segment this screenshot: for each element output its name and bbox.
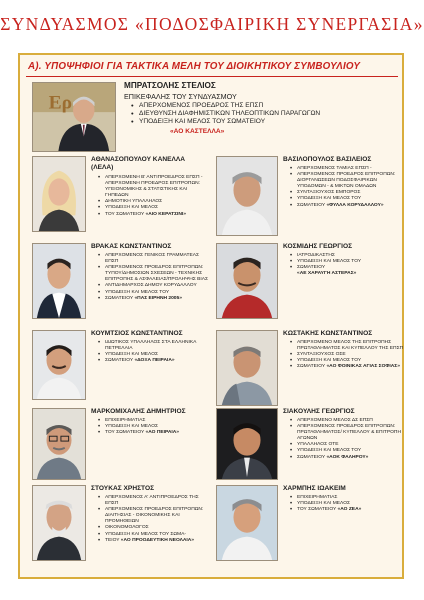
candidate-club: «ΑΟ ΦΟΙΝΙΚΑΣ ΑΓΙΑΣ ΣΟΦΙΑΣ» <box>326 364 400 370</box>
candidate-name: ΑΘΑΝΑΣΟΠΟΥΛΟΥ ΚΑΝΕΛΛΑ <box>91 156 186 163</box>
leader-photo <box>32 82 116 152</box>
candidate-item: • ΑΠΕΡΧΟΜΕΝΟΣ ΠΡΟΕΔΡΟΣ ΕΠΙΤΡΟΠΩΝ: ΔΙΟΡΓΑΝΩΣΕΩΝ ΠΟΔΟΣΦΑΙΡΙΚΩΝ ΥΠΟΔΟΜΩΝ - & ΜΙΚΤΩΝ ΟΜΑΔΩΝ <box>297 172 405 190</box>
candidate-club: «ΑΕ ΧΑΡΑΥΓΗ ΑΣΤΕΡΑΣ» <box>297 271 357 277</box>
leader-item: • ΥΠΟΔΕΙΞΗ ΚΑΙ ΜΕΛΟΣ ΤΟΥ ΣΩΜΑΤΕΙΟΥ <box>139 118 409 126</box>
candidate-item: • ΙΑΤΡΟΔΙΚΑΣΤΗΣ <box>297 253 405 259</box>
candidate-club-prefix: ΤΟΥ ΣΩΜΑΤΕΙΟΥ <box>297 507 337 513</box>
candidate-photo <box>216 408 278 480</box>
candidate-club-prefix: ΣΩΜΑΤΕΙΟΥ <box>105 358 134 364</box>
candidate-bullets <box>288 340 405 370</box>
candidate-bullets <box>96 175 209 218</box>
candidate-name: ΣΙΑΚΟΥΛΗΣ ΓΕΩΡΓΙΟΣ <box>283 408 355 415</box>
candidate-item: • ΑΝΤΙΔΗΜΑΡΧΟΣ ΔΗΜΟΥ ΚΟΡΥΔΑΛΛΟΥ <box>105 283 209 289</box>
leader-bullets <box>130 102 409 126</box>
leader-item: • ΔΙΕΥΘΥΝΣΗ ΔΙΑΦΗΜΙΣΤΙΚΩΝ ΤΗΛΕΟΠΤΙΚΩΝ ΠΑΡΑΓΩΓΩΝ <box>139 110 409 118</box>
candidate-club-prefix: ΣΩΜΑΤΕΙΟΥ <box>105 295 134 301</box>
candidate-item: • ΑΠΕΡΧΟΜΕΝΗ Β' ΑΝΤΙΠΡΟΕΔΡΟΣ ΕΠΣΠ - ΑΠΕΡΧΟΜΕΝΗ ΠΡΟΕΔΡΟΣ ΕΠΙΤΡΟΠΩΝ: ΥΓΕΙΟΝΟΜΙΚΗΣ & ΣΤΑΤΙΣΤΙΚΗΣ ΚΑΙ ΓΗΠΕΔΩΝ <box>105 175 209 199</box>
candidate-item: • ΕΠΙΧΕΙΡΗΜΑΤΙΑΣ <box>297 495 405 501</box>
candidates-frame <box>18 53 404 579</box>
candidate-photo <box>216 330 278 406</box>
candidate-club: «ΑΟΚ ΦΑΛΗΡΟΥ» <box>326 454 369 460</box>
candidate-club: «ΑΟ ΠΡΟΟΔΕΥΤΙΚΗ ΝΕΟΛΑΙΑ» <box>120 537 195 543</box>
candidate-photo <box>32 156 86 232</box>
candidate-item: • ΣΥΝΤΑΞΙΟΥΧΟΣ ΟΣΕ <box>297 352 405 358</box>
candidate-item: • ΔΗΜΟΤΙΚΗ ΥΠΑΛΛΗΛΟΣ <box>105 199 209 205</box>
candidate-club-line <box>105 212 209 218</box>
candidate-club-line <box>297 203 405 209</box>
leader-club: «ΑΟ ΚΑΣΤΕΛΛΑ» <box>170 128 225 135</box>
candidate-photo <box>32 330 86 400</box>
candidate-photo <box>216 485 278 561</box>
candidate-club-prefix: ΤΟΥ ΣΩΜΑΤΕΙΟΥ <box>105 211 145 217</box>
candidate-club-prefix: ΤΟΥ ΣΩΜΑΤΕΙΟΥ <box>105 430 145 436</box>
candidate-name: ΚΟΣΜΙΔΗΣ ΓΕΩΡΓΙΟΣ <box>283 243 353 250</box>
candidate-club: «ΑΙΟ ΚΕΡΑΤΣΙΝΙ» <box>145 211 187 217</box>
candidate-club-line <box>297 507 405 513</box>
candidate-name: ΜΑΡΚΟΜΙΧΑΛΗΣ ΔΗΜΗΤΡΙΟΣ <box>91 408 186 415</box>
candidate-item: • ΑΠΕΡΧΟΜΕΝΟΣ ΠΡΟΕΔΡΟΣ ΕΠΙΤΡΟΠΩΝ: ΤΥΠΟΥ/ΔΗΜΟΣΙΩΝ ΣΧΕΣΕΩΝ - ΤΕΧΝΙΚΗΣ ΕΠΙΤΡΟΠΗΣ & ΑΣΦΑΛΕΙΑΣ/ΠΡΟΛΗΨΗΣ ΒΙΑΣ <box>105 265 209 283</box>
candidate-name: ΣΤΟΥΚΑΣ ΧΡΗΣΤΟΣ <box>91 485 155 492</box>
candidate-bullets <box>288 253 405 277</box>
candidate-item: • ΑΠΕΡΧΟΜΕΝΟΣ ΓΕΝΙΚΟΣ ΓΡΑΜΜΑΤΕΑΣ ΕΠΣΠ <box>105 253 209 265</box>
candidate-bullets <box>288 418 405 461</box>
candidate-photo <box>32 408 86 480</box>
candidate-item: • ΟΙΚΟΝΟΜΟΛΟΓΟΣ <box>105 525 209 531</box>
candidate-name: ΚΟΥΜΤΣΙΟΣ ΚΩΝΣΤΑΝΤΙΝΟΣ <box>91 330 183 337</box>
candidate-club-line <box>297 265 405 277</box>
candidate-photo <box>216 243 278 319</box>
candidate-bullets <box>288 166 405 209</box>
leader-item: • ΑΠΕΡΧΟΜΕΝΟΣ ΠΡΟΕΔΡΟΣ ΤΗΣ ΕΠΣΠ <box>139 102 409 110</box>
candidate-photo <box>216 156 278 236</box>
section-title: Α). ΥΠΟΨΗΦΙΟΙ ΓΙΑ ΤΑΚΤΙΚΑ ΜΕΛΗ ΤΟΥ ΔΙΟΙΚΗΤΙΚΟΥ ΣΥΜΒΟΥΛΙΟΥ <box>28 61 361 72</box>
candidate-item: • ΥΠΑΛΛΗΛΟΣ ΟΤΕ <box>297 442 405 448</box>
candidate-item: • ΙΔΙΩΤΙΚΟΣ ΥΠΑΛΛΗΛΟΣ ΣΤΑ ΕΛΛΗΝΙΚΑ ΠΕΤΡΕΛΑΙΑ <box>105 340 209 352</box>
page-title: ΣΥΝΔΥΑΣΜΟΣ «ΠΟΔΟΣΦΑΙΡΙΚΗ ΣΥΝΕΡΓΑΣΙΑ» <box>0 14 424 34</box>
candidate-item: • ΑΠΕΡΧΟΜΕΝΟ ΜΕΛΟΣ ΤΗΣ ΕΠΙΤΡΟΠΗΣ ΠΡΩΤΑΘΛΗΜΑΤΟΣ ΚΑΙ ΚΥΠΕΛΛΟΥ ΤΗΣ ΕΠΣΠ <box>297 340 405 352</box>
candidate-photo <box>32 243 86 319</box>
candidate-item: • ΥΠΟΔΕΙΞΗ ΚΑΙ ΜΕΛΟΣ <box>105 205 209 211</box>
candidate-item: • ΥΠΟΔΕΙΞΗ ΚΑΙ ΜΕΛΟΣ <box>105 352 209 358</box>
candidate-club-line <box>105 538 209 544</box>
candidate-item: • ΑΠΕΡΧΟΜΕΝΟΣ ΤΑΜΙΑΣ ΕΠΣΠ - <box>297 166 405 172</box>
candidate-item: • ΥΠΟΔΕΙΞΗ ΚΑΙ ΜΕΛΟΣ ΤΟΥ <box>105 290 209 296</box>
candidate-bullets <box>96 253 209 302</box>
candidate-name: ΚΩΣΤΑΚΗΣ ΚΩΝΣΤΑΝΤΙΝΟΣ <box>283 330 373 337</box>
candidate-club-prefix: ΣΩΜΑΤΕΙΟΥ <box>297 202 326 208</box>
candidate-bullets <box>96 340 209 364</box>
candidate-item: • ΑΠΕΡΧΟΜΕΝΟΣ Α' ΑΝΤΙΠΡΟΕΔΡΟΣ ΤΗΣ ΕΠΣΠ <box>105 495 209 507</box>
candidate-item: • ΣΥΝΤΑΞΙΟΥΧΟΣ ΕΜΠΟΡΟΣ <box>297 190 405 196</box>
page-header <box>0 0 424 50</box>
candidate-club-prefix: ΣΩΜΑΤΕΙΟΥ <box>297 364 326 370</box>
candidate-name: ΒΡΑΚΑΣ ΚΩΝΣΤΑΝΤΙΝΟΣ <box>91 243 172 250</box>
candidate-item: • ΑΠΕΡΧΟΜΕΝΟ ΜΕΛΟΣ ΔΣ ΕΠΣΠ <box>297 418 405 424</box>
candidate-name: ΒΑΣΙΛΟΠΟΥΛΟΣ ΒΑΣΙΛΕΙΟΣ <box>283 156 372 163</box>
candidate-item: • ΥΠΟΔΕΙΞΗ ΚΑΙ ΜΕΛΟΣ ΤΟΥ <box>297 448 405 454</box>
candidate-item: • ΑΠΕΡΧΟΜΕΝΟΣ ΠΡΟΕΔΡΟΣ ΕΠΙΤΡΟΠΩΝ: ΔΙΑΙΤΗΣΙΑΣ - ΟΙΚΟΝΟΜΙΚΗΣ ΚΑΙ ΠΡΟΜΗΘΕΙΩΝ <box>105 507 209 525</box>
candidate-bullets <box>288 495 405 513</box>
leader-name: ΜΠΡΑΤΣΟΛΗΣ ΣΤΕΛΙΟΣ <box>124 81 216 90</box>
section-title-rule <box>26 76 398 77</box>
candidate-bullets <box>96 418 209 436</box>
leader-photo-text: Ερ <box>48 92 73 114</box>
candidate-club-line <box>105 430 209 436</box>
candidate-club: «ΦΥΛΛΑ ΚΟΡΥΔΑΛΛΟΥ» <box>326 202 384 208</box>
candidate-name: ΧΑΡΜΠΗΣ ΙΩΑΚΕΙΜ <box>283 485 346 492</box>
candidate-club: «ΠΑΣ ΕΙΡΗΝΗ 2005» <box>134 295 182 301</box>
candidate-club: «ΔΟΞΑ ΠΕΙΡΑΙΑ» <box>134 358 175 364</box>
candidate-club-line <box>105 296 209 302</box>
candidate-bullets <box>96 495 209 544</box>
candidate-item: • ΥΠΟΔΕΙΞΗ ΚΑΙ ΜΕΛΟΣ ΤΟΥ ΣΩΜΑ- <box>105 532 209 538</box>
candidate-item: • ΥΠΟΔΕΙΞΗ ΚΑΙ ΜΕΛΟΣ <box>105 424 209 430</box>
leader-role: ΕΠΙΚΕΦΑΛΗΣ ΤΟΥ ΣΥΝΔΥΑΣΜΟΥ <box>124 92 237 101</box>
candidate-item: • ΕΠΙΧΕΙΡΗΜΑΤΙΑΣ <box>105 418 209 424</box>
candidate-club-prefix: ΣΩΜΑΤΕΙΟΥ <box>297 265 326 271</box>
candidate-club-prefix: ΤΕΙΟΥ <box>105 537 120 543</box>
candidate-item: • ΥΠΟΔΕΙΞΗ ΚΑΙ ΜΕΛΟΣ <box>297 501 405 507</box>
candidate-club: «ΑΟ ΖΕΑ» <box>337 507 362 513</box>
candidate-club-line <box>297 364 405 370</box>
candidate-item: • ΑΠΕΡΧΟΜΕΝΟΣ ΠΡΟΕΔΡΟΣ ΕΠΙΤΡΟΠΩΝ: ΠΡΩΤΑΘΛΗΜΑΤΟΣ/ ΚΥΠΕΛΛΟΥ & ΕΠΙΤΡΟΠΗ ΑΓΩΝΩΝ <box>297 424 405 442</box>
candidate-item: • ΥΠΟΔΕΙΞΗ ΚΑΙ ΜΕΛΟΣ ΤΟΥ <box>297 259 405 265</box>
candidate-photo <box>32 485 86 561</box>
candidate-club-line <box>105 358 209 364</box>
candidate-club-prefix: ΣΩΜΑΤΕΙΟΥ <box>297 454 326 460</box>
candidate-club: «ΑΟ ΠΕΙΡΑΙΑ» <box>145 430 180 436</box>
candidate-item: • ΥΠΟΔΕΙΞΗ ΚΑΙ ΜΕΛΟΣ ΤΟΥ <box>297 358 405 364</box>
candidate-subname: (ΛΕΛΑ) <box>91 164 114 171</box>
candidate-club-line <box>297 455 405 461</box>
candidate-item: • ΥΠΟΔΕΙΞΗ ΚΑΙ ΜΕΛΟΣ ΤΟΥ <box>297 196 405 202</box>
